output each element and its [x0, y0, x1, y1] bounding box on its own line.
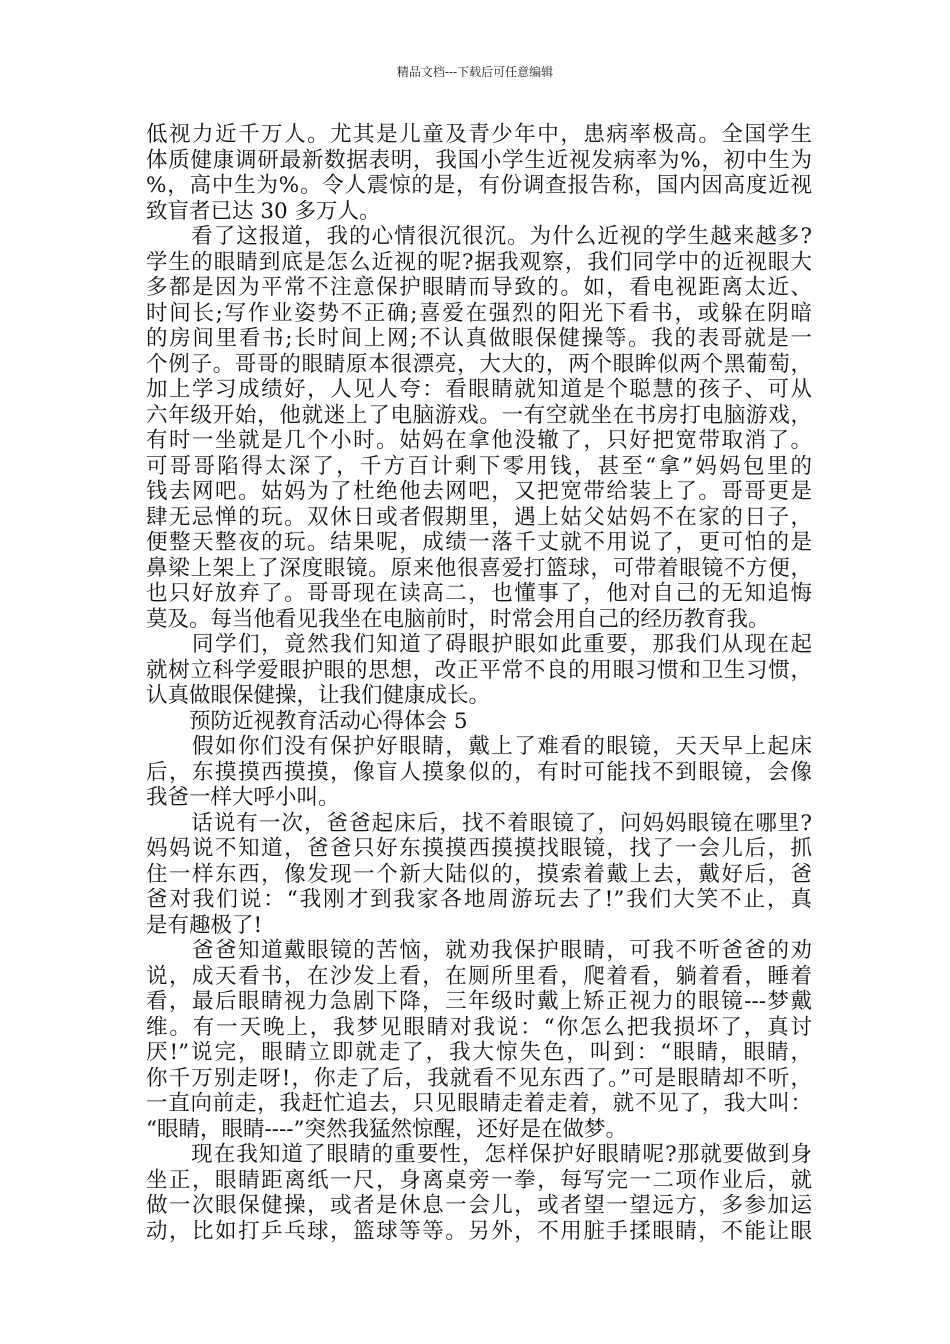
- text-line: 同学们，竟然我们知道了碍眼护眼如此重要，那我们从现在起: [146, 632, 812, 657]
- text-line: 看，最后眼睛视力急剧下降，三年级时戴上矫正视力的眼镜---梦戴: [146, 989, 812, 1014]
- text-line: 可哥哥陷得太深了，千方百计剩下零用钱，甚至“拿”妈妈包里的: [146, 453, 812, 479]
- text-line: 加上学习成绩好，人见人夸：看眼睛就知道是个聪慧的孩子、可从: [146, 377, 812, 402]
- text-line: 假如你们没有保护好眼睛，戴上了难看的眼镜，天天早上起床: [146, 734, 812, 759]
- text-line: 体质健康调研最新数据表明，我国小学生近视发病率为%，初中生为: [146, 147, 812, 173]
- text-line: 爸爸知道戴眼镜的苦恼，就劝我保护眼睛，可我不听爸爸的劝: [146, 938, 812, 963]
- text-line: 致盲者已达 30 多万人。: [146, 198, 381, 224]
- text-line: 的房间里看书;长时间上网;不认真做眼保健操等。我的表哥就是一: [146, 326, 812, 351]
- text-line: 鼻梁上架上了深度眼镜。原来他很喜爱打篮球，可带着眼镜不方便，: [146, 555, 812, 581]
- text-line: 多都是因为平常不注意保护眼睛而导致的。如，看电视距离太近、: [146, 275, 812, 300]
- document-body: [146, 122, 812, 1244]
- text-line: 也只好放弃了。哥哥现在读高二，也懂事了，他对自己的无知追悔: [146, 581, 812, 606]
- text-line: %，高中生为%。令人震惊的是，有份调查报告称，国内因高度近视: [146, 173, 812, 198]
- text-line: “眼睛，眼睛----”突然我猛然惊醒，还好是在做梦。: [146, 1116, 628, 1142]
- text-line: 爸对我们说：“我刚才到我家各地周游玩去了!”我们大笑不止，真: [146, 887, 812, 912]
- text-line: 说，成天看书，在沙发上看，在厕所里看，爬着看，躺着看，睡着: [146, 963, 812, 989]
- text-line: 看了这报道，我的心情很沉很沉。为什么近视的学生越来越多?: [146, 224, 812, 249]
- text-line: 便整天整夜的玩。结果呢，成绩一落千丈就不用说了，更可怕的是: [146, 530, 812, 555]
- text-line: 做一次眼保健操，或者是休息一会儿，或者望一望远方，多参加运: [146, 1193, 812, 1218]
- text-line: 肆无忌惮的玩。双休日或者假期里，遇上姑父姑妈不在家的日子，: [146, 504, 812, 530]
- text-line: 六年级开始，他就迷上了电脑游戏。一有空就坐在书房打电脑游戏，: [146, 402, 812, 428]
- text-line: 预防近视教育活动心得体会 5: [146, 708, 468, 734]
- text-line: 是有趣极了!: [146, 912, 263, 938]
- text-line: 坐正，眼睛距离纸一尺，身离桌旁一拳，每写完一二项作业后，就: [146, 1167, 812, 1193]
- text-line: 钱去网吧。姑妈为了杜绝他去网吧，又把宽带给装上了。哥哥更是: [146, 479, 812, 504]
- text-line: 就树立科学爱眼护眼的思想，改正平常不良的用眼习惯和卫生习惯，: [146, 657, 812, 683]
- text-line: 动，比如打乒乓球，篮球等等。另外，不用脏手揉眼睛，不能让眼: [146, 1218, 812, 1244]
- text-line: 话说有一次，爸爸起床后，找不着眼镜了，问妈妈眼镜在哪里?: [146, 810, 812, 836]
- text-line: 低视力近千万人。尤其是儿童及青少年中，患病率极高。全国学生: [146, 122, 812, 147]
- text-line: 学生的眼睛到底是怎么近视的呢?据我观察，我们同学中的近视眼大: [146, 249, 812, 275]
- text-line: 现在我知道了眼睛的重要性，怎样保护好眼睛呢?那就要做到身: [146, 1142, 812, 1167]
- text-line: 你千万别走呀!，你走了后，我就看不见东西了。”可是眼睛却不听，: [146, 1065, 812, 1091]
- text-line: 维。有一天晚上，我梦见眼睛对我说：“你怎么把我损坏了，真讨: [146, 1014, 812, 1040]
- text-line: 住一样东西，像发现一个新大陆似的，摸索着戴上去，戴好后，爸: [146, 861, 812, 887]
- page-header: 精品文档---下载后可任意编辑: [396, 65, 554, 79]
- text-line: 有时一坐就是几个小时。姑妈在拿他没辙了，只好把宽带取消了。: [146, 428, 812, 453]
- text-line: 妈妈说不知道，爸爸只好东摸摸西摸摸找眼镜，找了一会儿后，抓: [146, 836, 812, 861]
- text-line: 厌!”说完，眼睛立即就走了，我大惊失色，叫到：“眼睛，眼睛，: [146, 1040, 812, 1065]
- text-line: 一直向前走，我赶忙追去，只见眼睛走着走着，就不见了，我大叫：: [146, 1091, 812, 1116]
- text-line: 莫及。每当他看见我坐在电脑前时，时常会用自己的经历教育我。: [146, 606, 770, 632]
- text-line: 认真做眼保健操，让我们健康成长。: [146, 683, 491, 708]
- text-line: 我爸一样大呼小叫。: [146, 785, 340, 810]
- text-line: 时间长;写作业姿势不正确;喜爱在强烈的阳光下看书，或躲在阴暗: [146, 300, 812, 326]
- text-line: 个例子。哥哥的眼睛原本很漂亮，大大的，两个眼眸似两个黑葡萄，: [146, 351, 812, 377]
- text-line: 后，东摸摸西摸摸，像盲人摸象似的，有时可能找不到眼镜，会像: [146, 759, 812, 785]
